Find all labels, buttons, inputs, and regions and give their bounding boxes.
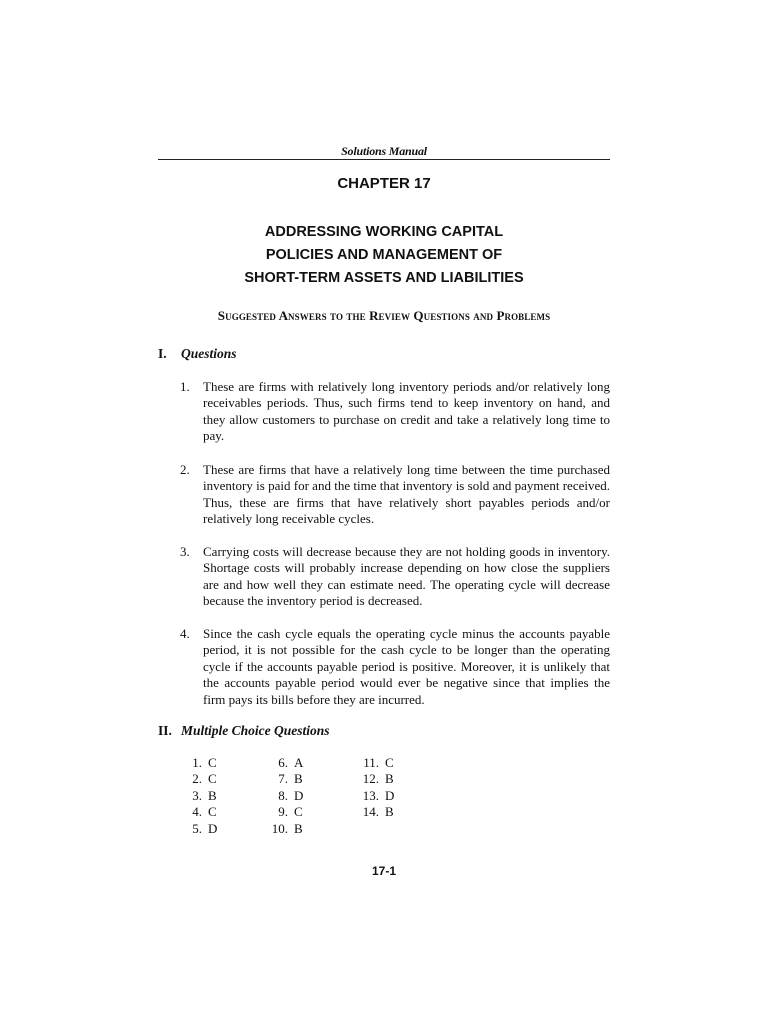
header-rule bbox=[158, 159, 610, 160]
section-numeral: I. bbox=[158, 346, 167, 361]
answer-row bbox=[260, 804, 303, 820]
answer-row bbox=[351, 771, 394, 787]
question-number: 4. bbox=[180, 626, 190, 641]
chapter-title bbox=[158, 221, 610, 290]
answer-letter: C bbox=[294, 804, 303, 820]
section-title: Multiple Choice Questions bbox=[181, 723, 330, 738]
answer-row bbox=[174, 804, 217, 820]
section-questions-heading bbox=[158, 346, 237, 362]
answer-row bbox=[351, 788, 394, 804]
answer-letter: B bbox=[385, 804, 394, 820]
chapter-title-line: ADDRESSING WORKING CAPITAL bbox=[264, 224, 504, 240]
answer-letter: B bbox=[294, 820, 303, 836]
answer-letter: B bbox=[294, 771, 303, 787]
question-answer: These are firms that have a relatively long time between the time purchased inventory is paid for and the time that inventory is sold and payment received. Thus, these are firms that have relatively short payables periods and/or relatively long receivable cycles. bbox=[203, 462, 610, 527]
section-numeral: II. bbox=[158, 723, 172, 738]
question-answer: Since the cash cycle equals the operating cycle minus the accounts payable period, it is not possible for the cash cycle to be longer than the operating cycle if the accounts payable period is positive. Moreover, it is unlikely that the accounts payable period would ever be negative since that implies the firm pays its bills before they are incurred. bbox=[203, 626, 610, 707]
answer-number: 13. bbox=[362, 787, 379, 803]
answer-row bbox=[351, 804, 394, 820]
question-number: 1. bbox=[180, 379, 190, 394]
answer-number: 7. bbox=[278, 771, 288, 787]
question-answer: These are firms with relatively long inventory periods and/or relatively long receivables periods. Thus, such firms tend to keep inventory on hand, and they allow customers to purchase on credit and take a relatively long time to pay. bbox=[203, 379, 610, 444]
answer-number: 14. bbox=[362, 804, 379, 820]
answer-letter: C bbox=[208, 804, 217, 820]
answer-number: 8. bbox=[278, 787, 288, 803]
answer-row bbox=[174, 771, 217, 787]
chapter-heading: CHAPTER 17 bbox=[337, 175, 431, 192]
answer-letter: A bbox=[294, 755, 304, 770]
answer-letter: C bbox=[208, 755, 217, 770]
answer-number: 5. bbox=[192, 820, 202, 836]
answer-row bbox=[174, 788, 217, 804]
answer-number: 4. bbox=[192, 804, 202, 820]
answer-number: 12. bbox=[362, 771, 379, 787]
question-number: 2. bbox=[180, 462, 190, 477]
answer-row bbox=[351, 755, 394, 771]
answer-row bbox=[174, 755, 217, 771]
section-subtitle: Suggested Answers to the Review Questions and Problems bbox=[217, 308, 551, 323]
answer-number: 2. bbox=[192, 771, 202, 787]
answer-number: 1. bbox=[192, 755, 202, 770]
answer-letter: B bbox=[385, 771, 394, 787]
chapter-title-line: SHORT-TERM ASSETS AND LIABILITIES bbox=[244, 270, 524, 286]
answer-letter: B bbox=[208, 787, 217, 803]
answer-number: 9. bbox=[278, 804, 288, 820]
answer-letter: D bbox=[294, 787, 304, 803]
answer-column bbox=[174, 755, 217, 837]
question-item bbox=[180, 462, 610, 528]
question-item bbox=[180, 544, 610, 610]
answer-number: 6. bbox=[278, 755, 288, 770]
chapter-title-line: POLICIES AND MANAGEMENT OF bbox=[265, 247, 503, 263]
section-multiple-choice-heading bbox=[158, 723, 330, 739]
question-item bbox=[180, 379, 610, 445]
answer-row bbox=[260, 788, 303, 804]
answer-row bbox=[260, 821, 303, 837]
question-answer: Carrying costs will decrease because they are not holding goods in inventory. Shortage costs will probably increase depending on how close the suppliers are and how well they can estimate need. The operating cycle will decrease because the inventory period is decreased. bbox=[203, 544, 610, 609]
running-header: Solutions Manual bbox=[341, 144, 427, 158]
answer-row bbox=[260, 755, 303, 771]
answer-column bbox=[260, 755, 303, 837]
section-title: Questions bbox=[181, 346, 237, 361]
answer-column bbox=[351, 755, 394, 821]
answer-number: 10. bbox=[271, 820, 288, 836]
question-number: 3. bbox=[180, 544, 190, 559]
answer-letter: C bbox=[385, 755, 394, 770]
page-number: 17-1 bbox=[371, 864, 397, 878]
answer-number: 3. bbox=[192, 787, 202, 803]
answer-letter: D bbox=[208, 820, 218, 836]
question-item bbox=[180, 626, 610, 708]
answer-row bbox=[174, 821, 217, 837]
answer-letter: C bbox=[208, 771, 217, 787]
answer-letter: D bbox=[385, 787, 395, 803]
answer-row bbox=[260, 771, 303, 787]
answer-number: 11. bbox=[363, 755, 379, 770]
